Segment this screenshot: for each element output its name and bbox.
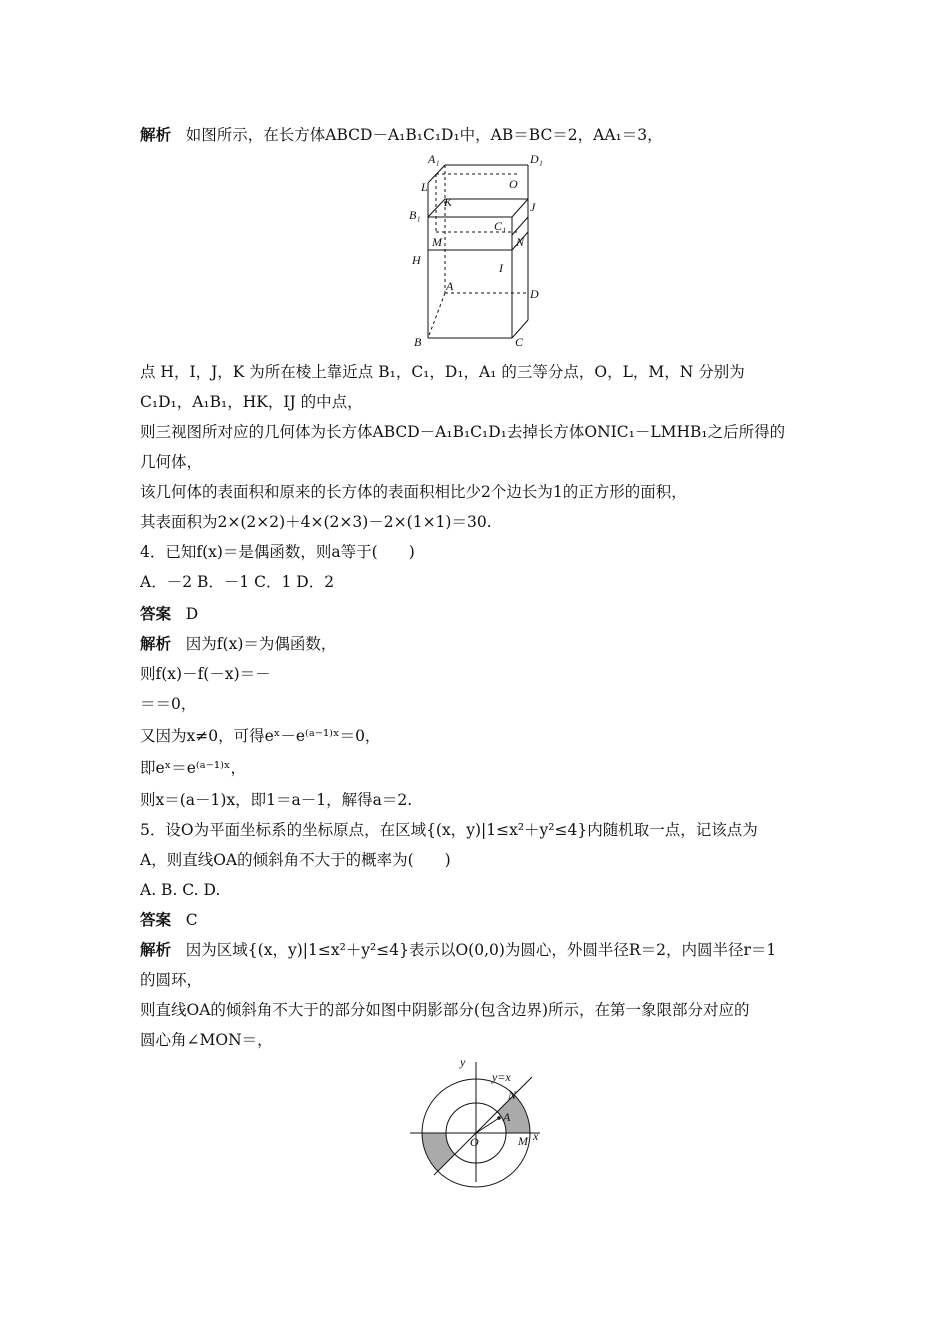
point-label-N: N: [516, 235, 525, 249]
text-line: 则三视图所对应的几何体为长方体ABCD－A₁B₁C₁D₁去掉长方体ONIC₁－LMHB₁之后所得的: [140, 423, 786, 441]
solution-text: 因为区域{(x，y)|1≤x²＋y²≤4}表示以O(0,0)为圆心，外圆半径R＝2，内圆半径r＝1: [185, 941, 777, 959]
vertex-label-A: A: [446, 279, 454, 293]
axis-label-y: y: [460, 1055, 466, 1069]
vertex-label-D: D: [530, 287, 539, 301]
vertex-label-C1: C₁: [494, 219, 507, 233]
text-line: 几何体，: [140, 453, 203, 471]
vertex-label-D1: D₁: [530, 152, 543, 166]
text-line: C₁D₁，A₁B₁，HK，IJ 的中点，: [140, 393, 363, 411]
solution-4: [140, 634, 336, 654]
cuboid-figure: [400, 150, 560, 350]
answer-value: C: [185, 911, 198, 929]
question-4-options: A．－2 B．－1 C．1 D．2: [140, 573, 335, 591]
vertex-label-A1: A₁: [428, 152, 440, 166]
answer-4: [140, 604, 198, 624]
answer-label: 答案: [140, 605, 172, 623]
solution-label: 解析: [140, 941, 172, 959]
point-label-J: J: [530, 200, 536, 214]
text-line: 又因为x≠0，可得eˣ－e⁽ᵃ⁻¹⁾ˣ＝0，: [140, 727, 381, 745]
point-label-M: M: [518, 1134, 528, 1148]
point-label-H: H: [412, 253, 421, 267]
text-line: 圆心角∠MON＝，: [140, 1031, 273, 1049]
point-label-M: M: [432, 235, 442, 249]
origin-label-O: O: [470, 1135, 479, 1149]
point-label-O: O: [509, 177, 518, 191]
question-5: 5．设O为平面坐标系的坐标原点，在区域{(x，y)|1≤x²＋y²≤4}内随机取一点，记该点为: [140, 821, 758, 839]
text-line: 其表面积为2×(2×2)＋4×(2×3)－2×(1×1)＝30.: [140, 513, 492, 531]
point-label-A: A: [503, 1110, 511, 1124]
point-label-N: N: [508, 1088, 517, 1102]
solution-5: [140, 940, 776, 960]
vertex-label-C: C: [515, 335, 524, 349]
point-label-K: K: [444, 195, 453, 209]
answer-label: 答案: [140, 911, 172, 929]
text-line: 的圆环，: [140, 971, 203, 989]
vertex-label-B: B: [414, 335, 422, 349]
line-label-y-eq-x: y=x: [492, 1070, 511, 1084]
solution-label: 解析: [140, 126, 172, 144]
answer-value: D: [185, 605, 199, 623]
text-line: 点 H，I，J，K 为所在棱上靠近点 B₁，C₁，D₁，A₁ 的三等分点，O，L，M，N 分别为: [140, 363, 745, 381]
question-4: 4．已知f(x)＝是偶函数，则a等于( ): [140, 543, 415, 561]
text-line: 则直线OA的倾斜角不大于的部分如图中阴影部分(包含边界)所示，在第一象限部分对应的: [140, 1001, 750, 1019]
solution-3-intro: [140, 125, 663, 145]
point-label-L: L: [421, 180, 428, 194]
point-label-I: I: [499, 261, 503, 275]
annulus-figure: [400, 1050, 560, 1190]
text-line: 该几何体的表面积和原来的长方体的表面积相比少2个边长为1的正方形的面积，: [140, 483, 687, 501]
axis-label-x: x: [533, 1129, 539, 1143]
text-line: 则f(x)－f(－x)＝－: [140, 665, 271, 683]
solution-text: 如图所示，在长方体ABCD－A₁B₁C₁D₁中，AB＝BC＝2，AA₁＝3，: [185, 126, 663, 144]
text-line: 则x＝(a－1)x，即1＝a－1，解得a＝2.: [140, 791, 413, 809]
text-line: 即eˣ＝e⁽ᵃ⁻¹⁾ˣ，: [140, 759, 246, 777]
text-line: ＝＝0，: [140, 695, 197, 713]
answer-5: [140, 910, 198, 930]
solution-text: 因为f(x)＝为偶函数，: [185, 635, 337, 653]
question-5-options: A. B. C. D.: [140, 881, 221, 899]
solution-label: 解析: [140, 635, 172, 653]
question-5-cont: A，则直线OA的倾斜角不大于的概率为( ): [140, 851, 451, 869]
vertex-label-B1: B₁: [409, 208, 421, 222]
